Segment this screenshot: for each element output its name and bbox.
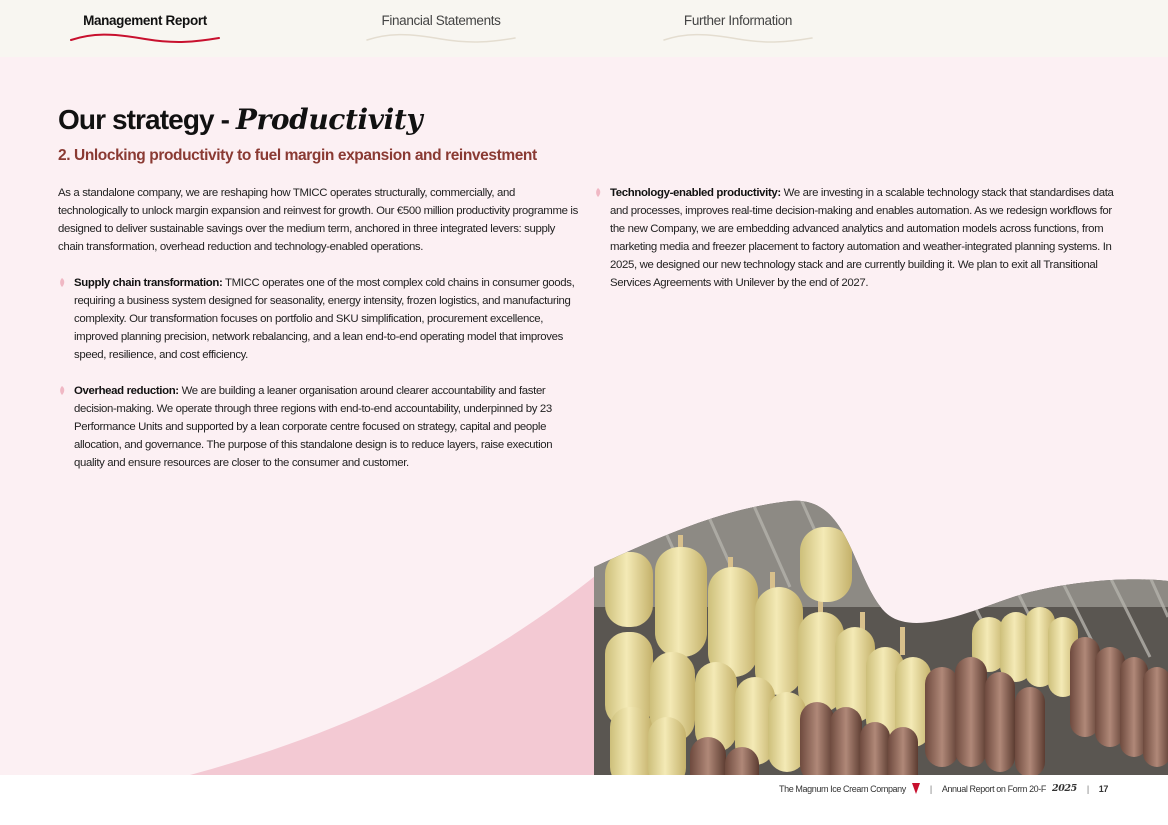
tab-wave-underline [663, 32, 813, 46]
intro-paragraph: As a standalone company, we are reshaping how TMICC operates structurally, commercially, and technologically to unlock margin expansion and reinvest for growth. Our €500 million productivity programme is designed to deliver sustainable savings over the medium term, anchored in three integrated levers: supply chain transformation, overhead reduction and technology-enabled operations. [58, 187, 578, 253]
page-title [58, 103, 422, 136]
footer-report: Annual Report on Form 20-F [941, 783, 1046, 794]
bullet-lead: Technology-enabled productivity: [610, 187, 781, 199]
page-footer [0, 775, 1168, 825]
tab-financial-statements[interactable] [366, 0, 516, 57]
footer-line: The Magnum Ice Cream Company | Annual Report on Form 20-F 2025 | 17 [779, 783, 1108, 794]
petal-bullet-icon [594, 188, 602, 197]
left-column [58, 184, 578, 472]
footer-company: The Magnum Ice Cream Company [779, 783, 906, 794]
tab-management-report[interactable] [70, 0, 220, 57]
active-tab-wave-underline [70, 32, 220, 46]
bullet-lead: Supply chain transformation: [74, 277, 223, 289]
tab-label: Further Information [683, 13, 793, 28]
tab-wave-underline [366, 32, 516, 46]
tab-label: Management Report [83, 13, 207, 28]
bullet-overhead [58, 382, 578, 472]
ice-cream-production-photo [594, 487, 1168, 775]
petal-bullet-icon [58, 278, 66, 287]
bullet-lead: Overhead reduction: [74, 385, 179, 397]
pink-wave-shape [190, 572, 600, 775]
top-navigation [0, 0, 1168, 57]
tab-label: Financial Statements [381, 13, 501, 28]
title-italic: Productivity [235, 103, 423, 136]
footer-year: 2025 [1051, 783, 1077, 794]
bullet-text: TMICC operates one of the most complex cold chains in consumer goods, requiring a business system designed for seasonality, energy intensity, frozen logistics, and manufacturing complexity. Our transformation focuses on portfolio and SKU simplification, procurement excellence, improved planning precision, network rebalancing, and a lean end-to-end operating model that improves speed, resilience, and cost efficiency. [74, 277, 575, 361]
content-panel [0, 57, 1168, 775]
bullet-text: We are building a leaner organisation around clearer accountability and faster decision-making. We operate through three regions with end-to-end accountability, underpinned by 23 Performance Units and supported by a lean corporate centre focused on strategy, capital and people allocation, and governance. The purpose of this standalone design is to reduce layers, raise execution quality and ensure resources are closer to the consumer and customer. [74, 385, 553, 469]
tab-further-information[interactable] [663, 0, 813, 57]
section-subtitle: 2. Unlocking productivity to fuel margin expansion and reinvestment [58, 147, 537, 164]
title-plain: Our strategy - [58, 104, 236, 135]
magnum-logo-icon [912, 783, 920, 794]
bullet-supply-chain [58, 274, 578, 364]
page-number: 17 [1098, 783, 1108, 794]
petal-bullet-icon [58, 386, 66, 395]
bullet-text: We are investing in a scalable technology stack that standardises data and processes, improves real-time decision-making and enables automation. As we redesign workflows for the new Company, we are embedding advanced analytics and automation models across functions, from marketing media and freezer placement to factory automation and weather-integrated planning systems. In 2025, we designed our new technology stack and are currently building it. We plan to exit all Transitional Services Agreements with Unilever by the end of 2027. [610, 187, 1114, 289]
right-column [594, 184, 1116, 292]
bullet-technology [594, 184, 1116, 292]
